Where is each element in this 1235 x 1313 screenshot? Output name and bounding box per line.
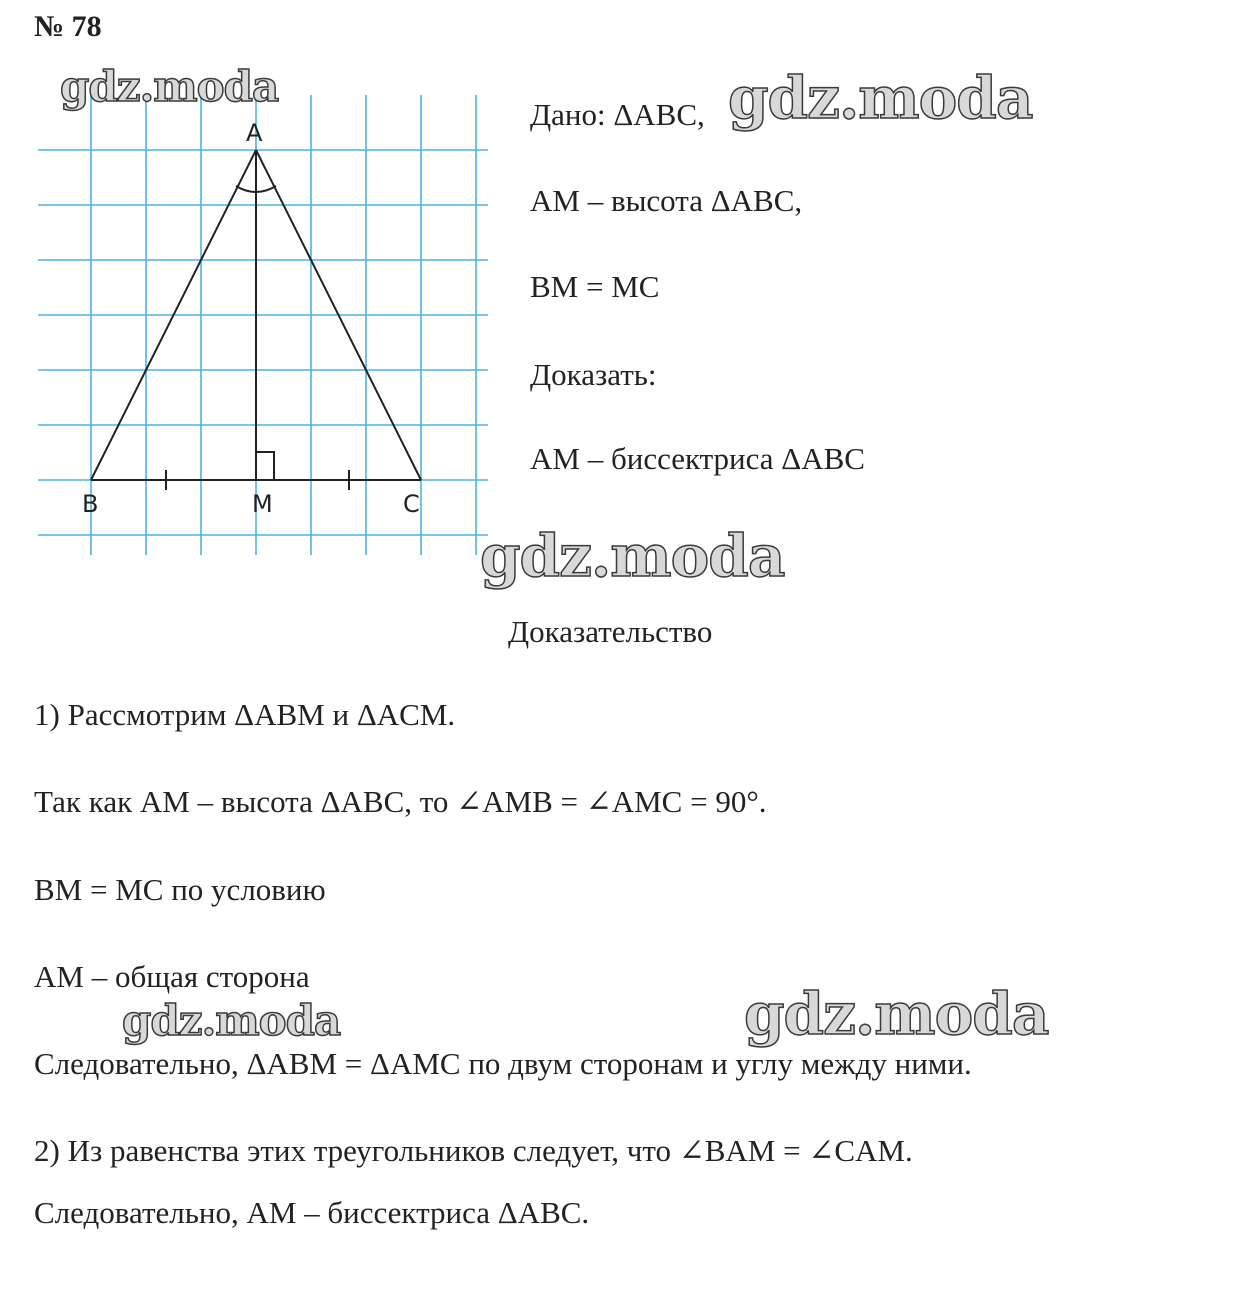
proof-line-2: Так как AM – высота ΔABC, то ∠AMB = ∠AMC = 90°. (34, 784, 767, 819)
vertex-c-label: C (403, 490, 420, 518)
watermark: gdz.moda (744, 980, 1049, 1048)
given-line-1: Дано: ΔABC, (530, 97, 705, 132)
proof-title: Доказательство (508, 614, 713, 649)
vertex-b-label: B (82, 490, 99, 518)
proof-line-3: BM = MC по условию (34, 872, 326, 907)
proof-line-1: 1) Рассмотрим ΔABM и ΔACM. (34, 697, 456, 732)
problem-number: № 78 (34, 10, 102, 43)
proof-line-4: AM – общая сторона (34, 959, 310, 994)
watermark: gdz.moda (480, 522, 785, 590)
watermark: gdz.moda (728, 64, 1033, 132)
right-angle-mark (256, 452, 274, 480)
proof-line-7: Следовательно, AM – биссектриса ΔABC. (34, 1195, 590, 1230)
watermark: gdz.moda (60, 62, 279, 111)
point-m-label: M (252, 490, 273, 518)
prove-heading: Доказать: (530, 357, 657, 392)
given-line-2: AM – высота ΔABC, (530, 183, 803, 218)
vertex-a-label: A (246, 119, 263, 147)
proof-line-6: 2) Из равенства этих треугольников следует, что ∠BAM = ∠CAM. (34, 1133, 913, 1168)
prove-statement: AM – биссектриса ΔABC (530, 441, 865, 476)
watermark: gdz.moda (122, 996, 341, 1045)
proof-line-5: Следовательно, ΔABM = ΔAMC по двум сторонам и углу между ними. (34, 1046, 972, 1081)
triangle-abc (91, 150, 421, 490)
given-line-3: BM = MC (530, 269, 660, 304)
